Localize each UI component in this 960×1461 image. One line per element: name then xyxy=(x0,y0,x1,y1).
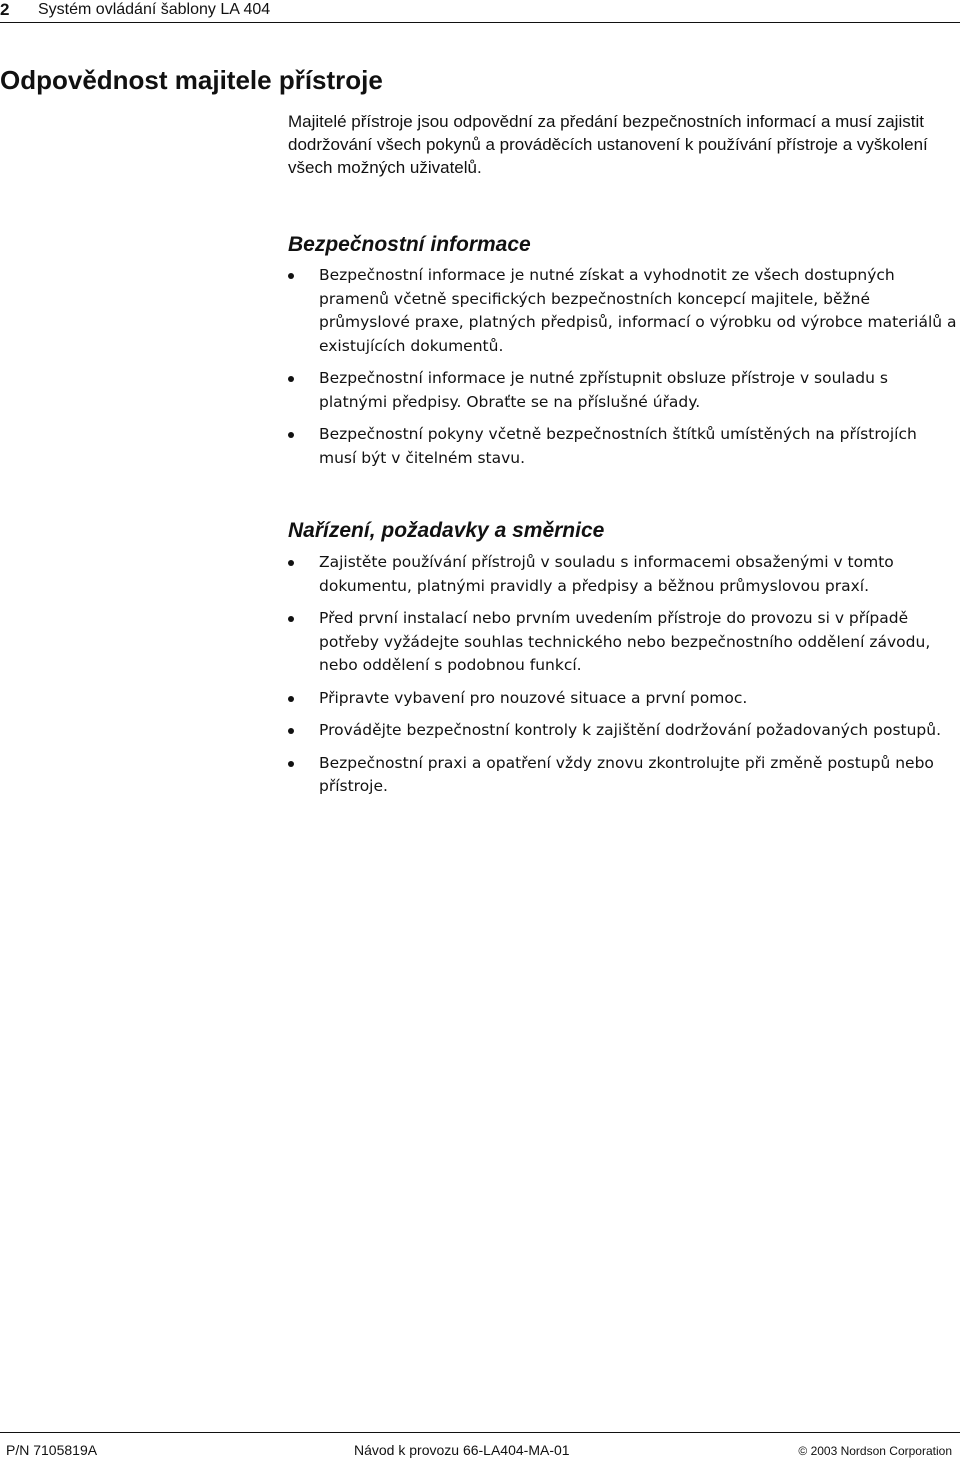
list-item xyxy=(288,719,958,743)
bullet-icon xyxy=(288,273,294,279)
header-divider xyxy=(0,22,960,23)
list-item-text: Bezpečnostní praxi a opatření vždy znovu zkontrolujte při změně postupů nebo přístroje. xyxy=(319,753,934,795)
list-item-text: Před první instalací nebo prvním uvedením přístroje do provozu si v případě potřeby vyžádejte souhlas technického nebo bezpečnostního oddělení závodu, nebo oddělení s podobnou funkcí. xyxy=(319,609,931,674)
regulations-list xyxy=(288,551,958,808)
list-item-text: Bezpečnostní pokyny včetně bezpečnostních štítků umístěných na přístrojích musí být v čitelném stavu. xyxy=(319,425,917,467)
list-item xyxy=(288,264,958,358)
list-item-text: Provádějte bezpečnostní kontroly k zajištění dodržování požadovaných postupů. xyxy=(319,721,942,739)
page-number: 2 xyxy=(0,0,10,19)
footer-manual-id: Návod k provozu 66-LA404-MA-01 xyxy=(354,1442,570,1458)
bullet-icon xyxy=(288,761,294,767)
safety-info-list xyxy=(288,264,958,479)
bullet-icon xyxy=(288,728,294,734)
list-item xyxy=(288,551,958,598)
bullet-icon xyxy=(288,696,294,702)
list-item xyxy=(288,423,958,470)
list-item-text: Bezpečnostní informace je nutné zpřístupnit obsluze přístroje v souladu s platnými předpisy. Obraťte se na příslušné úřady. xyxy=(319,369,888,411)
list-item-text: Zajistěte používání přístrojů v souladu s informacemi obsaženými v tomto dokumentu, platnými pravidly a předpisy a běžnou průmyslovou praxí. xyxy=(319,553,894,595)
intro-paragraph: Majitelé přístroje jsou odpovědní za předání bezpečnostních informací a musí zajistit dodržování všech pokynů a prováděcích ustanovení k používání přístroje a vyškolení všech možných uživatelů. xyxy=(288,112,928,177)
list-item xyxy=(288,687,958,711)
page-header xyxy=(0,0,960,22)
list-item xyxy=(288,752,958,799)
section-heading-regulations: Nařízení, požadavky a směrnice xyxy=(288,519,605,542)
bullet-icon xyxy=(288,616,294,622)
footer-divider xyxy=(0,1432,960,1433)
bullet-icon xyxy=(288,560,294,566)
header-title: Systém ovládání šablony LA 404 xyxy=(38,1,271,18)
footer-part-number: P/N 7105819A xyxy=(6,1442,98,1458)
list-item xyxy=(288,367,958,414)
list-item-text: Připravte vybavení pro nouzové situace a první pomoc. xyxy=(319,688,748,707)
bullet-icon xyxy=(288,432,294,438)
footer-copyright: © 2003 Nordson Corporation xyxy=(798,1444,952,1458)
list-item-text: Bezpečnostní informace je nutné získat a vyhodnotit ze všech dostupných pramenů včetně specifických bezpečnostních koncepcí majitele, běžné průmyslové praxe, platných předpisů, informací o výrobku od výrobce materiálů a existujících dokumentů. xyxy=(319,266,957,355)
bullet-icon xyxy=(288,376,294,382)
page-title: Odpovědnost majitele přístroje xyxy=(0,65,383,95)
list-item xyxy=(288,607,958,678)
section-heading-safety-info: Bezpečnostní informace xyxy=(288,233,531,256)
